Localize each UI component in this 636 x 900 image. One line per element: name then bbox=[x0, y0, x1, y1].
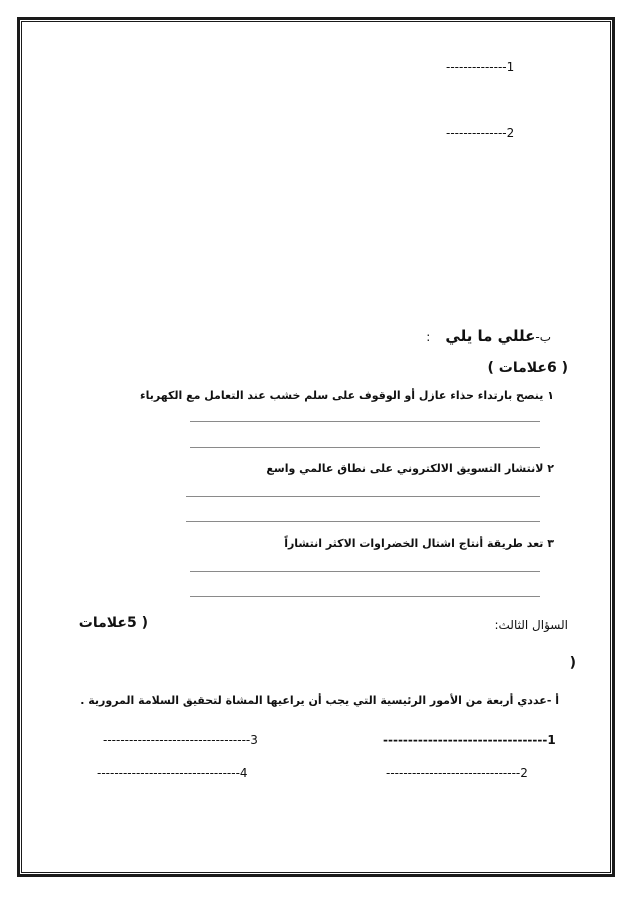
question-3-marks: ( 5علامات bbox=[78, 615, 148, 631]
reason-number-3: ٣ bbox=[547, 537, 554, 550]
traffic-blank-3: ----------------------------------3 bbox=[103, 733, 258, 747]
traffic-blank-2: -------------------------------2 bbox=[386, 766, 528, 780]
part-b-title: عللي ما يلي bbox=[445, 327, 536, 345]
reason-number-2: ٢ bbox=[547, 462, 554, 475]
reason-item-1 bbox=[140, 389, 554, 402]
reason-item-3 bbox=[284, 537, 554, 550]
answer-line bbox=[190, 447, 540, 448]
part-b-prefix: ب- bbox=[535, 330, 551, 344]
answer-line bbox=[186, 496, 540, 497]
traffic-blank-4: ---------------------------------4 bbox=[97, 766, 248, 780]
answer-line bbox=[190, 596, 540, 597]
part-b-colon: : bbox=[426, 330, 431, 344]
traffic-blank-1: ---------------------------------1 bbox=[383, 733, 556, 747]
question-3-part-a: أ -عددي أربعة من الأمور الرئيسية التي يجب أن يراعيها المشاة لتحقيق السلامة المرورية . bbox=[80, 694, 559, 707]
reason-text-1: ينصح بارتداء حذاء عازل أو الوقوف على سلم خشب عند التعامل مع الكهرباء bbox=[139, 389, 544, 402]
answer-blank-1: --------------1 bbox=[446, 60, 515, 74]
answer-blank-2: --------------2 bbox=[446, 126, 515, 140]
answer-line bbox=[186, 521, 540, 522]
part-b-marks: ( 6علامات ) bbox=[487, 360, 568, 376]
question-3-title: السؤال الثالث: bbox=[494, 618, 568, 632]
answer-line bbox=[190, 421, 540, 422]
reason-text-3: تعد طريقة أنتاج اشتال الخضراوات الاكثر انتشاراً bbox=[284, 537, 544, 550]
part-b-heading bbox=[426, 326, 551, 345]
reason-number-1: ١ bbox=[547, 389, 554, 402]
reason-text-2: لانتشار التسويق الالكتروني على نطاق عالمي واسع bbox=[266, 462, 544, 475]
answer-line bbox=[190, 571, 540, 572]
question-3-marks-close: ) bbox=[569, 655, 576, 671]
reason-item-2 bbox=[266, 462, 554, 475]
